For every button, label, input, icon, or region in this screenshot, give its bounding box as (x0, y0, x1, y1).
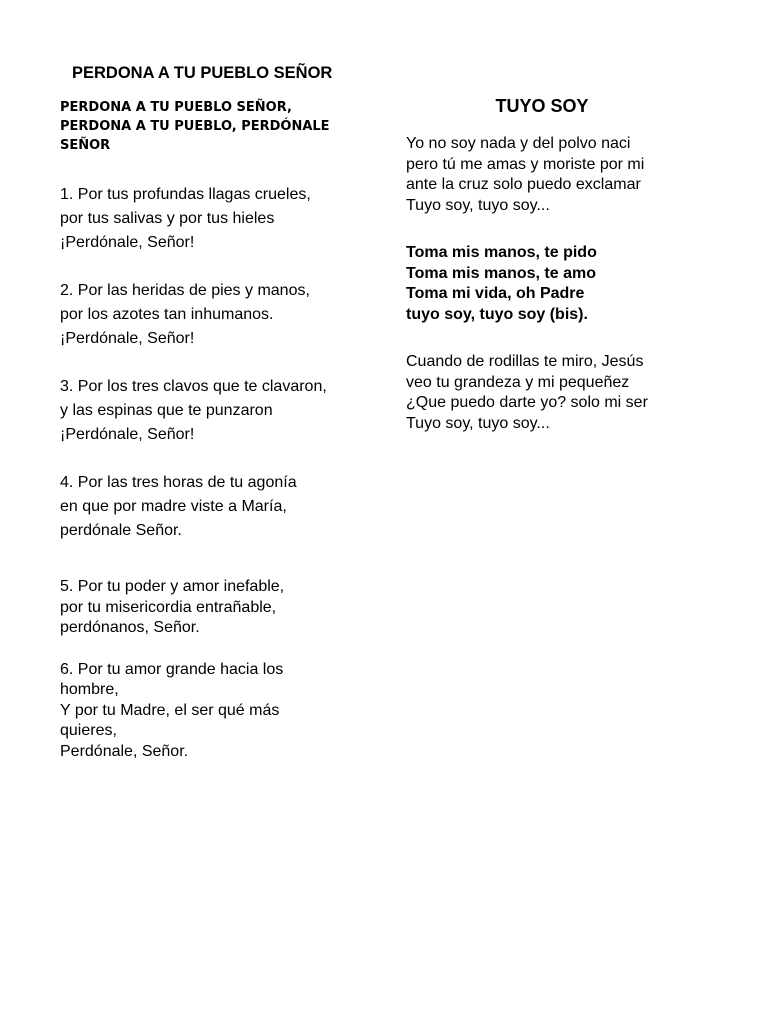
verse-line: hombre, (60, 681, 119, 698)
right-column (406, 95, 706, 434)
chorus-line: tuyo soy, tuyo soy (bis). (406, 305, 588, 323)
song-title-right: TUYO SOY (495, 96, 589, 116)
stanza-1 (406, 134, 706, 216)
verse-line: Perdónale, Señor. (60, 742, 189, 760)
chorus-left (60, 98, 370, 155)
chorus-line: Toma mis manos, te pido (406, 244, 597, 261)
chorus-line: PERDONA A TU PUEBLO, PERDÓNALE (60, 119, 330, 134)
chorus-right (406, 243, 706, 325)
verse-4 (60, 471, 370, 543)
stanza-2 (406, 352, 706, 434)
verse-5 (60, 577, 370, 639)
stanza-line: veo tu grandeza y mi pequeñez (406, 373, 630, 391)
chorus-line: PERDONA A TU PUEBLO SEÑOR, (60, 100, 292, 115)
verse-1 (60, 183, 370, 255)
verse-line: 3. Por los tres clavos que te clavaron, (60, 378, 327, 395)
verse-line: ¡Perdónale, Señor! (60, 426, 195, 443)
chorus-line: Toma mi vida, oh Padre (406, 285, 585, 302)
song-title-left: PERDONA A TU PUEBLO SEÑOR (72, 64, 333, 82)
verse-line: en que por madre viste a María, (60, 498, 287, 515)
stanza-line: ante la cruz solo puedo exclamar (406, 176, 641, 193)
verse-2 (60, 279, 370, 351)
verse-line: perdónanos, Señor. (60, 619, 200, 636)
verse-line: y las espinas que te punzaron (60, 402, 273, 419)
verse-line: ¡Perdónale, Señor! (60, 330, 195, 347)
verse-line: ¡Perdónale, Señor! (60, 234, 195, 251)
stanza-line: ¿Que puedo darte yo? solo mi ser (406, 394, 648, 411)
verse-line: por tus salivas y por tus hieles (60, 210, 275, 227)
verse-3 (60, 375, 370, 447)
verse-line: 1. Por tus profundas llagas crueles, (60, 186, 311, 203)
verse-line: 5. Por tu poder y amor inefable, (60, 578, 285, 595)
verse-line: 4. Por las tres horas de tu agonía (60, 474, 297, 491)
verse-line: por los azotes tan inhumanos. (60, 306, 274, 323)
verse-line: Y por tu Madre, el ser qué más (60, 701, 280, 719)
chorus-line: SEÑOR (60, 138, 111, 153)
verse-line: 6. Por tu amor grande hacia los (60, 660, 284, 678)
stanza-line: pero tú me amas y moriste por mi (406, 155, 645, 173)
left-column (60, 62, 370, 762)
verse-line: por tu misericordia entrañable, (60, 598, 277, 616)
chorus-line: Toma mis manos, te amo (406, 264, 596, 282)
verse-6 (60, 660, 370, 763)
verse-line: 2. Por las heridas de pies y manos, (60, 282, 310, 299)
verse-line: quieres, (60, 722, 117, 739)
stanza-line: Tuyo soy, tuyo soy... (406, 414, 550, 432)
stanza-line: Tuyo soy, tuyo soy... (406, 196, 550, 214)
verse-line: perdónale Señor. (60, 522, 182, 539)
stanza-line: Cuando de rodillas te miro, Jesús (406, 353, 644, 370)
stanza-line: Yo no soy nada y del polvo naci (406, 135, 631, 152)
